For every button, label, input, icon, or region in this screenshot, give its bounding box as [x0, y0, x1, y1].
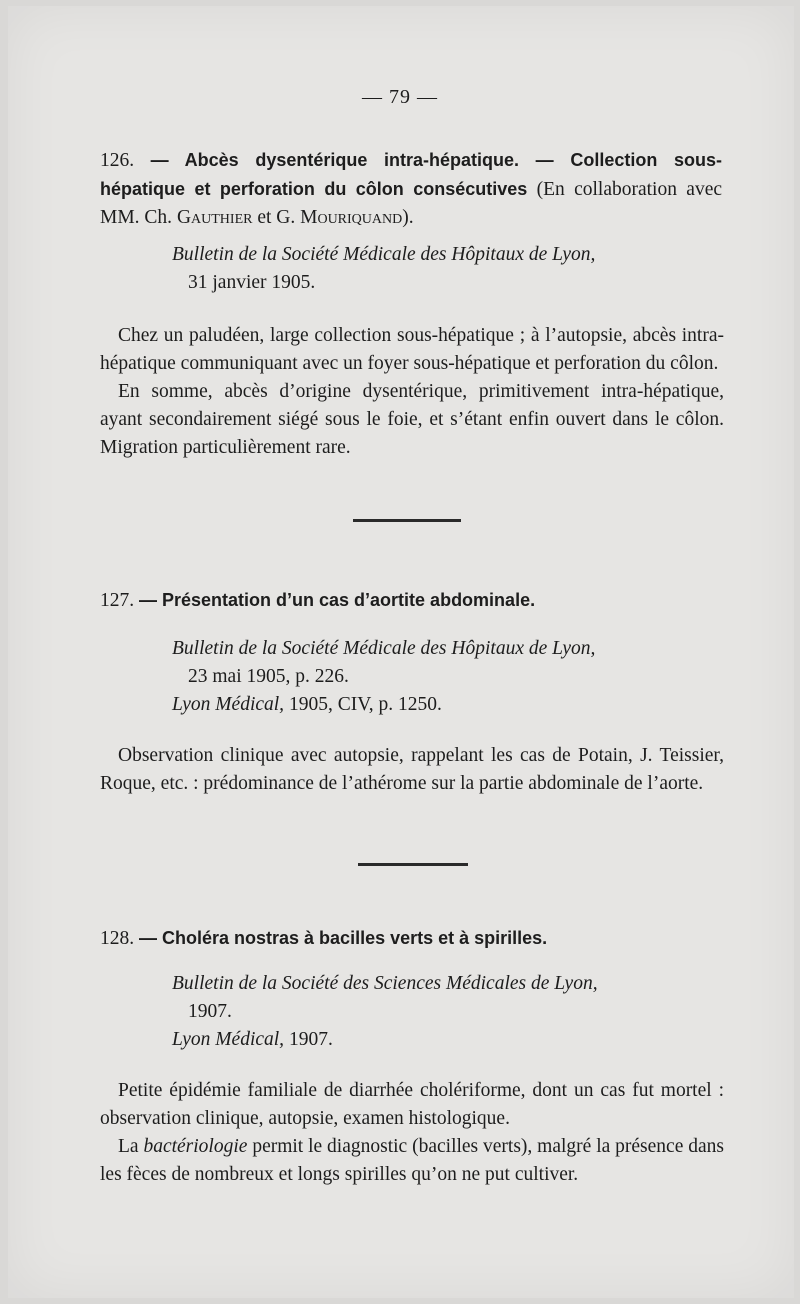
paragraph: [100, 1133, 724, 1189]
entry-126-body: [100, 322, 724, 462]
emphasis: bactériologie: [143, 1136, 248, 1157]
reference-detail: 31 janvier 1905.: [188, 272, 316, 293]
reference-source: Lyon Médical,: [172, 1029, 285, 1050]
reference-source: Lyon Médical,: [172, 694, 285, 715]
reference-source: Bulletin de la Société Médicale des Hôpitaux de Lyon,: [172, 638, 596, 659]
reference-detail: 1905, CIV, p. 1250.: [288, 694, 442, 715]
entry-128-heading: [100, 924, 722, 953]
entry-title: — Choléra nostras à bacilles verts et à spirilles.: [139, 928, 548, 948]
collab-suffix: ).: [402, 207, 414, 228]
entry-number: 127.: [100, 590, 135, 611]
paragraph: Chez un paludéen, large collection sous-hépatique ; à l’autopsie, abcès intra-hépatique communiquant avec un foyer sous-hépatique et perforation du côlon.: [100, 325, 724, 374]
section-divider: [353, 519, 461, 522]
entry-128-body: [100, 1077, 724, 1189]
reference-detail: 1907.: [288, 1029, 333, 1050]
author-name: Mouriquand: [300, 207, 403, 228]
collab-prefix: (En collaboration avec MM. Ch.: [100, 179, 723, 228]
collab-mid: et G.: [252, 207, 301, 228]
paragraph: Petite épidémie familiale de diarrhée cholériforme, dont un cas fut mortel : observation clinique, autopsie, examen histologique.: [100, 1080, 724, 1129]
entry-title: — Présentation d’un cas d’aortite abdominale.: [139, 590, 536, 610]
text-run: permit le diagnostic (bacilles verts), malgré la présence dans les fèces de nombreux et longs spirilles qu’on ne put cultiver.: [100, 1136, 724, 1185]
paragraph: Observation clinique avec autopsie, rappelant les cas de Potain, J. Teissier, Roque, etc. : prédominance de l’athérome sur la partie abdominale de l’aorte.: [100, 745, 724, 794]
entry-number: 128.: [100, 928, 135, 949]
entry-127-reference: [172, 635, 722, 719]
author-name: Gauthier: [176, 207, 253, 228]
entry-title: — Abcès dysentérique intra-hépatique. — Collection sous-hépatique et perforation du côlon consécutives: [100, 150, 722, 199]
entry-128-reference: [172, 970, 722, 1054]
page-number: — 79 —: [362, 86, 438, 108]
reference-source: Bulletin de la Société des Sciences Médicales de Lyon,: [172, 973, 598, 994]
reference-source: Bulletin de la Société Médicale des Hôpitaux de Lyon,: [172, 244, 596, 265]
text-run: La: [118, 1136, 144, 1157]
paragraph: En somme, abcès d’origine dysentérique, primitivement intra-hépatique, ayant secondairement siégé sous le foie, et s’étant enfin ouvert dans le côlon. Migration particulièrement rare.: [100, 381, 724, 458]
section-divider: [358, 863, 468, 866]
reference-detail: 23 mai 1905, p. 226.: [188, 666, 349, 687]
entry-126-heading: [100, 146, 722, 232]
entry-127-body: [100, 742, 724, 798]
entry-number: 126.: [100, 150, 135, 171]
reference-detail: 1907.: [188, 1001, 232, 1022]
entry-126-reference: [172, 241, 722, 297]
entry-127-heading: [100, 586, 722, 615]
